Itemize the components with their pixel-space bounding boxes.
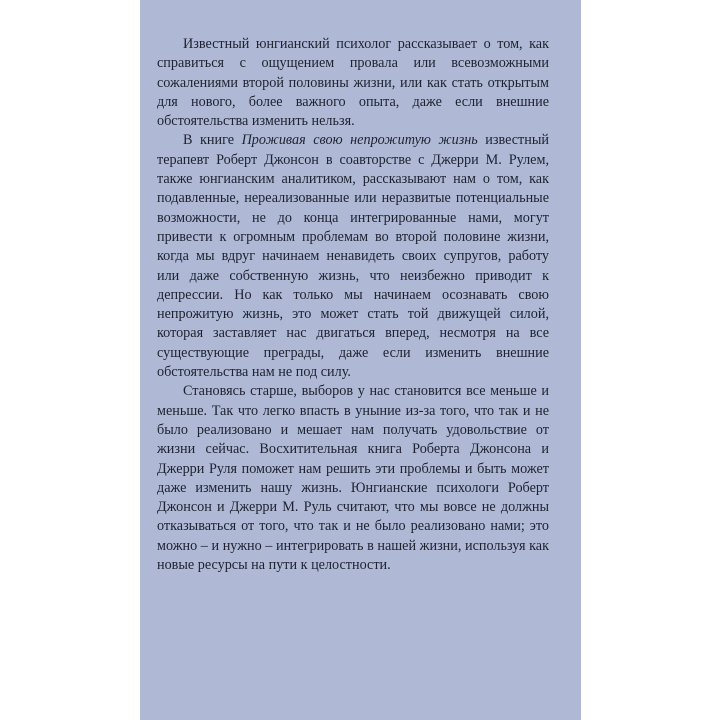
paragraph-intro: Известный юнгианский психолог рассказывает о том, как справиться с ощущением провала или всевозможными сожалениями второй половины жизни, или как стать открытым для нового, более важного опыта, даже если внешние обстоятельства изменить нельзя. (157, 36, 549, 130)
paragraph-book (157, 131, 549, 382)
paragraph-aging: Становясь старше, выборов у нас становится все меньше и меньше. Так что легко впасть в уныние из-за того, что так и не было реализовано и мешает нам получать удовольствие от жизни сейчас. Восхитительная книга Роберта Джонсона и Джерри Руля поможет нам решить эти проблемы и быть может даже изменить нашу жизнь. Юнгианские психологи Роберт Джонсон и Джерри М. Руль считают, что мы вовсе не должны отказываться от того, что так и не было реализовано нами; это можно – и нужно – интегрировать в нашей жизни, используя как новые ресурсы на пути к целостности. (157, 383, 549, 574)
paragraph-book-body: известный терапевт Роберт Джонсон в соавторстве с Джерри М. Рулем, также юнгианским аналитиком, рассказывают нам о том, как подавленные, нереализованные или неразвитые потенциальные возможности, не до конца интегрированные нами, могут привести к огромным проблемам во второй половине жизни, когда мы вдруг начинаем ненавидеть своих супругов, работу или даже собственную жизнь, что неизбежно приводит к депрессии. Но как только мы начинаем осознавать свою непрожитую жизнь, это может стать той движущей силой, которая заставляет нас двигаться вперед, несмотря на все существующие преграды, даже если изменить внешние обстоятельства нам не под силу. (157, 132, 549, 381)
paragraph-book-lead: В книге (183, 132, 242, 149)
annotation-text (157, 35, 549, 575)
book-title: Проживая свою непрожитую жизнь (241, 132, 478, 149)
